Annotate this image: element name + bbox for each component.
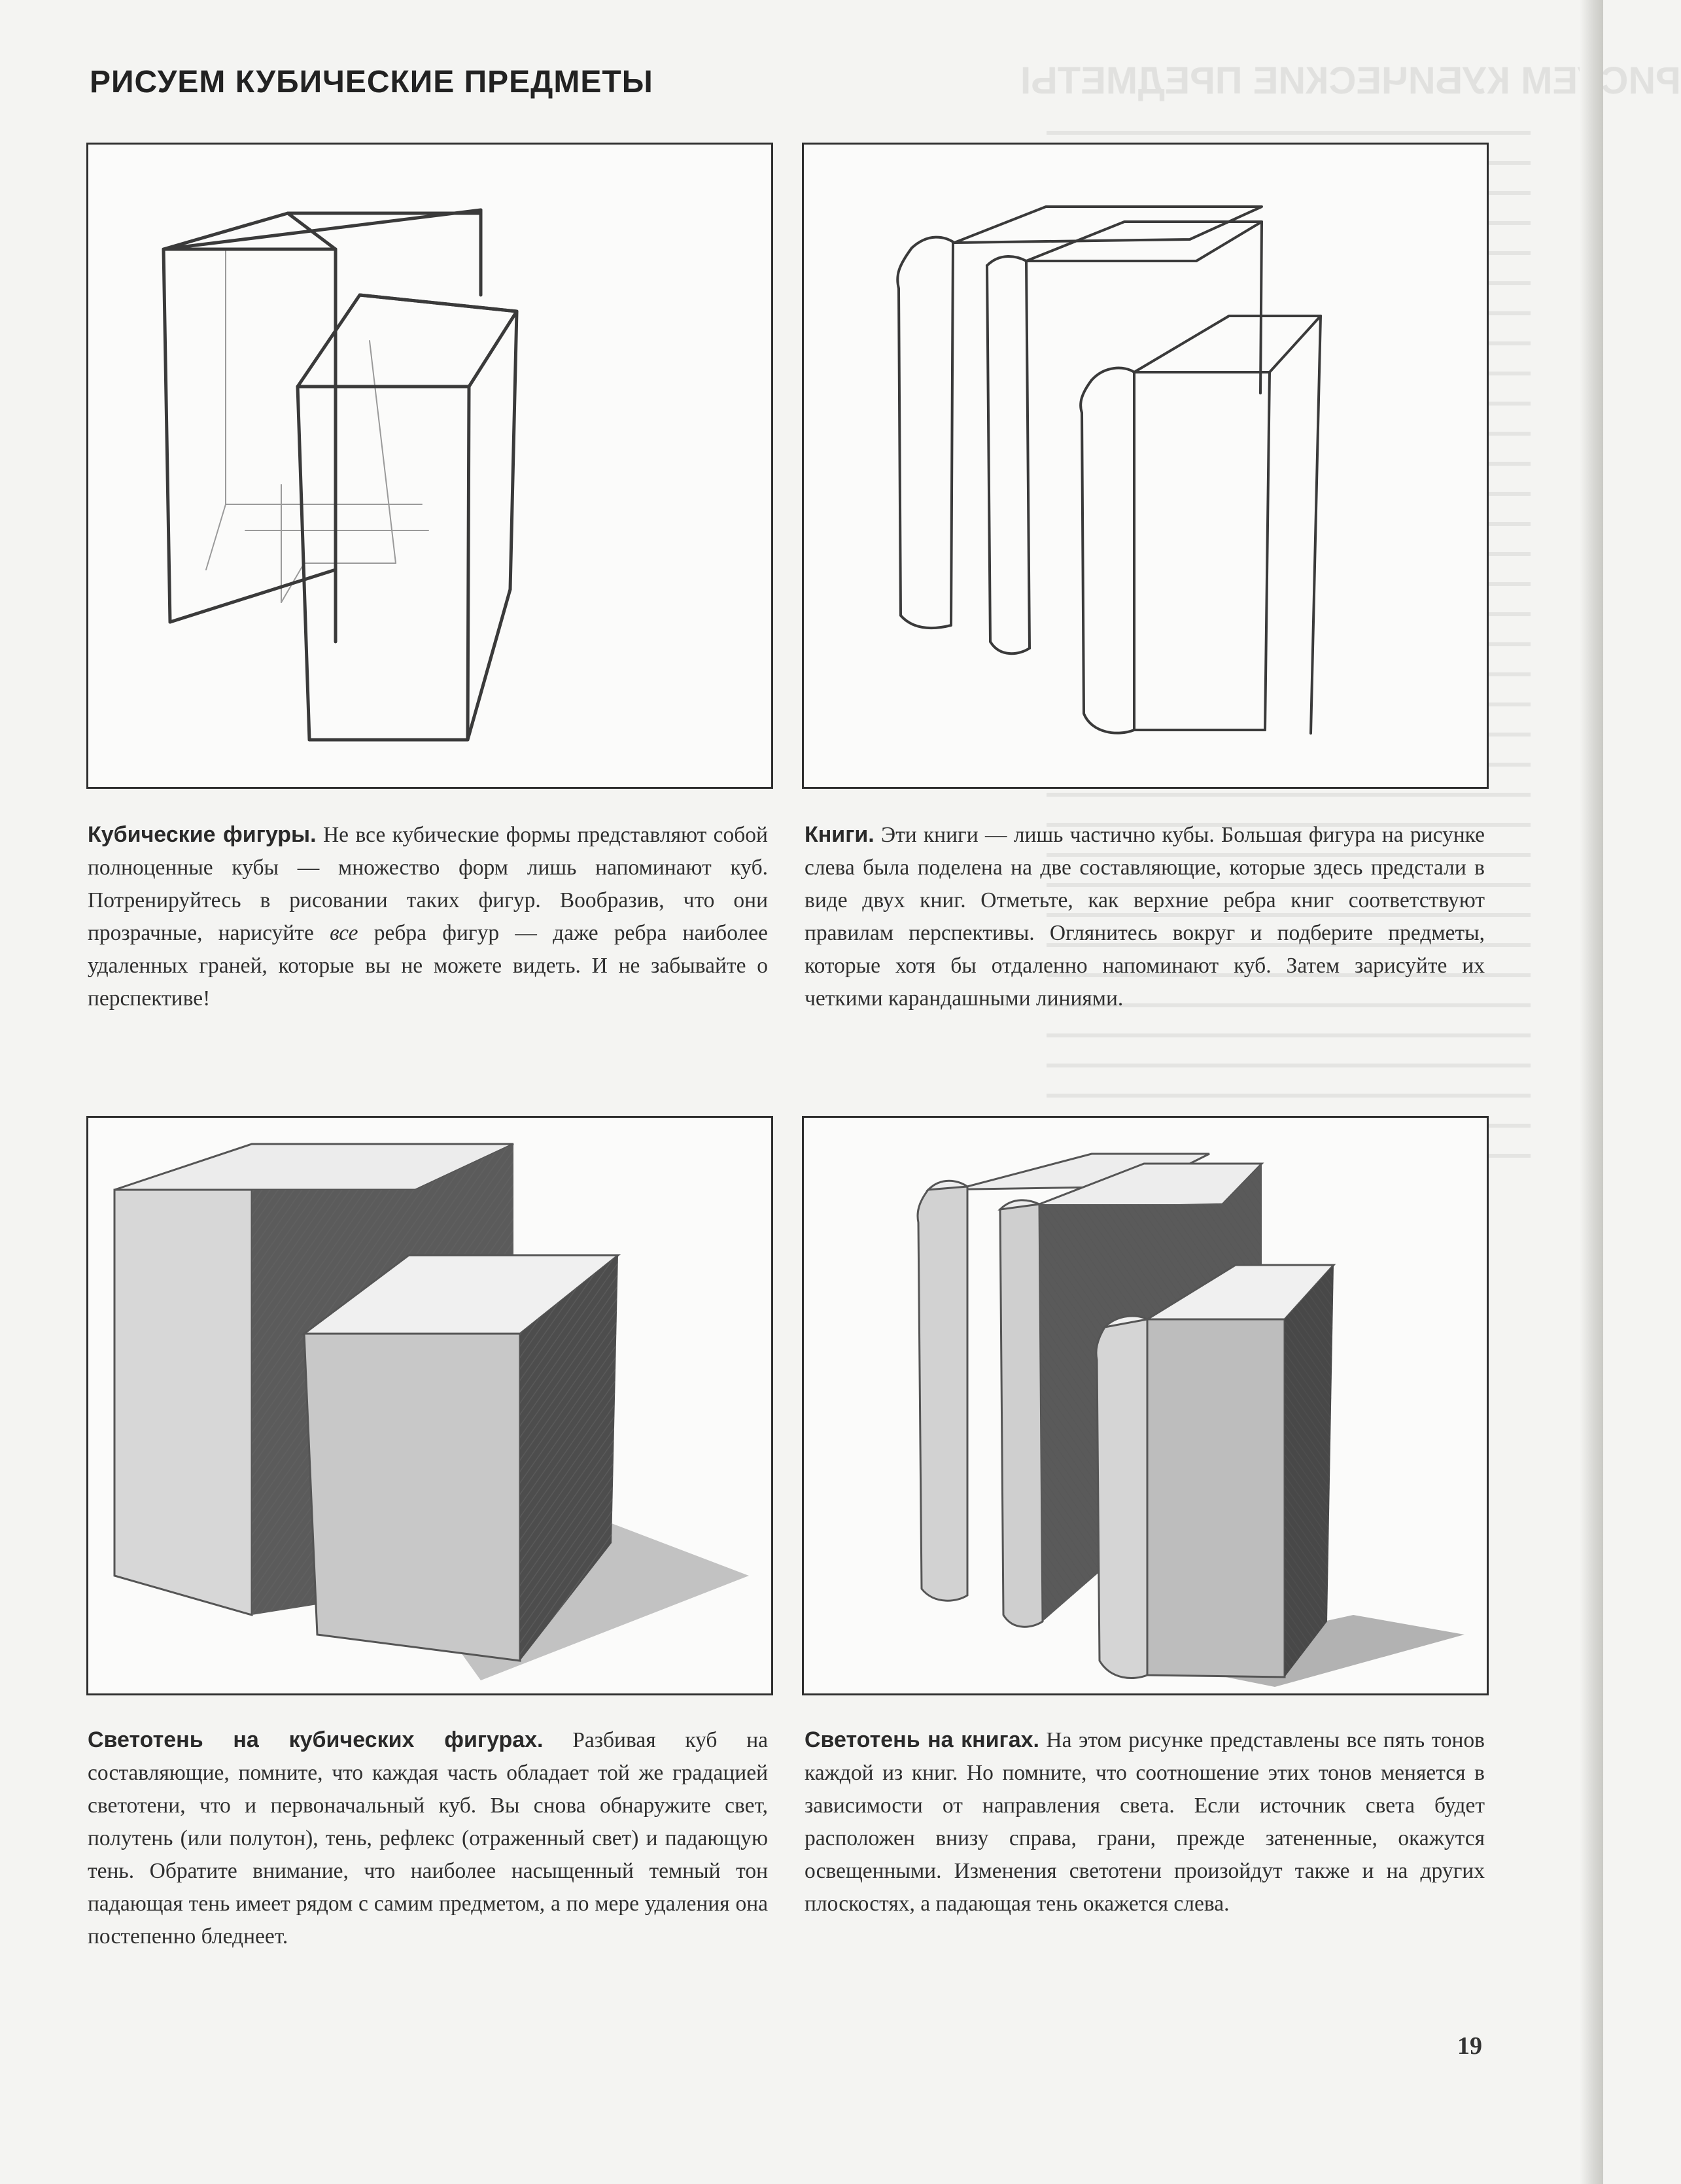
caption-lead: Светотень на кубических фигурах. bbox=[88, 1727, 544, 1752]
caption-text: Не все кубические формы представляют собой полноценные кубы — множество форм лишь напоминают куб. Потренируйтесь в рисовании таких фигур. Вообразив, что они прозрачные, нарисуйте bbox=[88, 823, 768, 945]
caption-books-shading bbox=[805, 1724, 1485, 1920]
page-title: РИСУЕМ КУБИЧЕСКИЕ ПРЕДМЕТЫ bbox=[90, 65, 653, 99]
books-shading-drawing bbox=[804, 1118, 1487, 1693]
caption-books bbox=[805, 819, 1485, 1015]
figure-cubic-shapes-sketch bbox=[86, 143, 773, 789]
books-drawing bbox=[804, 145, 1487, 787]
caption-emphasis: все bbox=[330, 921, 358, 945]
caption-text: Эти книги — лишь частично кубы. Большая фигура на рисунке слева была поделена на две составляющие, которые здесь предстали в виде двух книг. Отметьте, как верхние ребра книг соответствуют правилам перспективы. Оглянитесь вокруг и подберите предметы, которые хотя бы отдаленно напоминают куб. Затем зарисуйте их четкими карандашными линиями. bbox=[805, 823, 1485, 1011]
cubic-shading-drawing bbox=[88, 1118, 771, 1693]
caption-text: Разбивая куб на составляющие, помните, что каждая часть обладает той же градацией светотени, что и первоначальный куб. Вы снова обнаружите свет, полутень (или полутон), тень, рефлекс (отраженный свет) и падающую тень. Обратите внимание, что наиболее насыщенный темный тон падающая тень имеет рядом с самим предметом, а по мере удаления она постепенно бледнеет. bbox=[88, 1728, 769, 1949]
page-number: 19 bbox=[1457, 2032, 1482, 2060]
page-edge bbox=[1580, 0, 1603, 2184]
caption-cubic-shading bbox=[88, 1724, 768, 1953]
caption-lead: Кубические фигуры. bbox=[88, 822, 317, 847]
caption-text-end: ребра фигур — даже ребра наиболее удаленных граней, которые вы не можете видеть. И не забывайте о перспективе! bbox=[88, 921, 768, 1011]
caption-lead: Книги. bbox=[805, 822, 875, 847]
figure-cubic-shading bbox=[86, 1116, 773, 1695]
cubic-shapes-drawing bbox=[88, 145, 771, 787]
figure-books-sketch bbox=[802, 143, 1489, 789]
caption-lead: Светотень на книгах. bbox=[805, 1727, 1039, 1752]
caption-cubic-shapes bbox=[88, 819, 768, 1015]
figure-books-shading bbox=[802, 1116, 1489, 1695]
caption-text: На этом рисунке представлены все пять тонов каждой из книг. Но помните, что соотношение этих тонов меняется в зависимости от направления света. Если источник света будет расположен внизу справа, грани, прежде затененные, окажутся освещенными. Изменения светотени произойдут также и на других плоскостях, а падающая тень окажется слева. bbox=[805, 1728, 1485, 1916]
show-through-title: РИСУЕМ КУБИЧЕСКИЕ ПРЕДМЕТЫ bbox=[1020, 60, 1681, 102]
